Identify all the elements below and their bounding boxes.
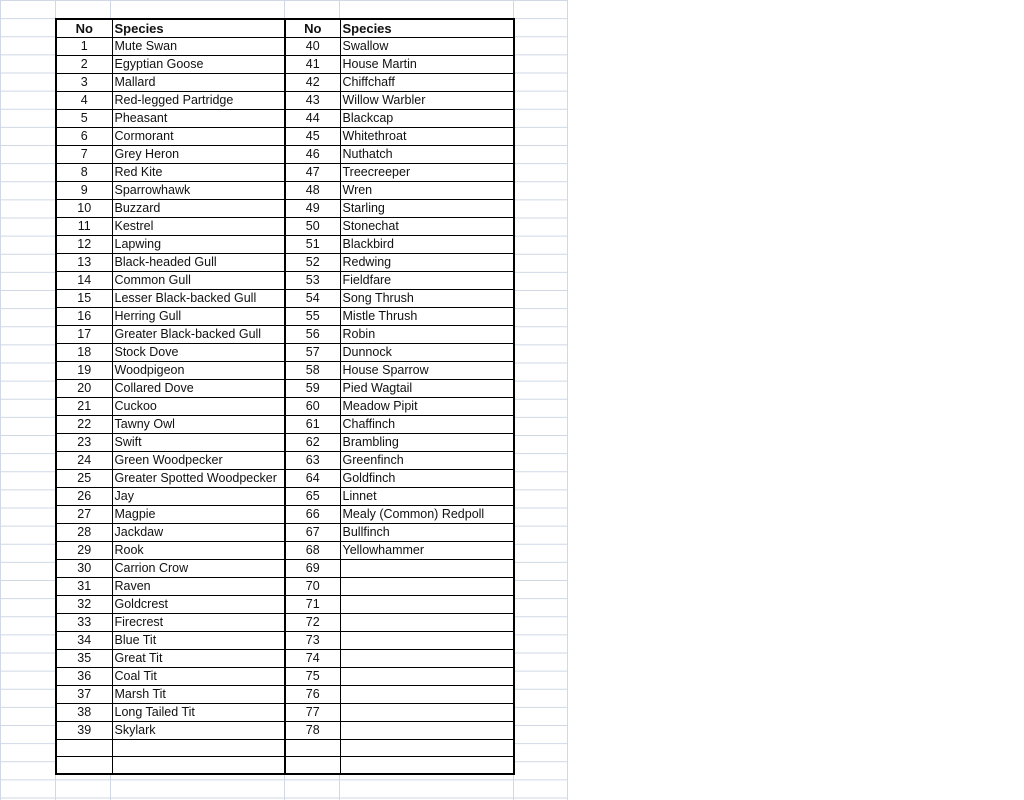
species-number-cell[interactable]: 2 [56, 56, 112, 74]
species-name-cell[interactable]: Raven [112, 578, 285, 596]
species-name-cell[interactable]: Rook [112, 542, 285, 560]
species-name-cell[interactable]: Coal Tit [112, 668, 285, 686]
species-name-cell[interactable]: Blue Tit [112, 632, 285, 650]
species-number-cell[interactable]: 47 [285, 164, 340, 182]
species-name-cell[interactable]: Pied Wagtail [340, 380, 514, 398]
table-row [56, 704, 514, 722]
species-name-cell[interactable]: Whitethroat [340, 128, 514, 146]
species-number-cell[interactable]: 76 [285, 686, 340, 704]
species-name-cell[interactable]: Goldfinch [340, 470, 514, 488]
species-name-cell[interactable]: Mistle Thrush [340, 308, 514, 326]
species-name-cell[interactable] [112, 740, 285, 757]
species-name-cell[interactable]: Red-legged Partridge [112, 92, 285, 110]
species-name-cell[interactable]: Lesser Black-backed Gull [112, 290, 285, 308]
table-row [56, 254, 514, 272]
species-name-cell[interactable] [340, 578, 514, 596]
table-row [56, 632, 514, 650]
table-row [56, 290, 514, 308]
table-row [56, 56, 514, 74]
species-name-cell[interactable]: Meadow Pipit [340, 398, 514, 416]
species-number-cell[interactable]: 25 [56, 470, 112, 488]
species-name-cell[interactable]: Jackdaw [112, 524, 285, 542]
table-row [56, 416, 514, 434]
species-number-cell[interactable]: 21 [56, 398, 112, 416]
species-number-cell[interactable]: 20 [56, 380, 112, 398]
table-row [56, 344, 514, 362]
table-row [56, 506, 514, 524]
species-name-cell[interactable]: Swallow [340, 38, 514, 56]
table-row [56, 38, 514, 56]
species-name-cell[interactable]: Song Thrush [340, 290, 514, 308]
species-number-cell[interactable]: 59 [285, 380, 340, 398]
species-name-cell[interactable]: Grey Heron [112, 146, 285, 164]
species-name-cell[interactable]: Mallard [112, 74, 285, 92]
species-number-cell[interactable]: 43 [285, 92, 340, 110]
species-number-cell[interactable]: 15 [56, 290, 112, 308]
species-number-cell[interactable]: 51 [285, 236, 340, 254]
species-number-cell[interactable]: 40 [285, 38, 340, 56]
species-number-cell[interactable] [56, 757, 112, 774]
species-number-cell[interactable]: 19 [56, 362, 112, 380]
species-name-cell[interactable]: Mute Swan [112, 38, 285, 56]
species-number-cell[interactable]: 53 [285, 272, 340, 290]
table-row [56, 128, 514, 146]
table-row [56, 542, 514, 560]
species-name-cell[interactable]: Redwing [340, 254, 514, 272]
species-name-cell[interactable]: Greater Spotted Woodpecker [112, 470, 285, 488]
species-number-cell[interactable]: 63 [285, 452, 340, 470]
table-row [56, 110, 514, 128]
species-number-cell[interactable]: 34 [56, 632, 112, 650]
species-number-cell[interactable]: 50 [285, 218, 340, 236]
species-number-cell[interactable]: 12 [56, 236, 112, 254]
table-row [56, 488, 514, 506]
species-number-cell[interactable]: 30 [56, 560, 112, 578]
table-row [56, 434, 514, 452]
species-number-cell[interactable]: 11 [56, 218, 112, 236]
species-number-cell[interactable]: 42 [285, 74, 340, 92]
species-number-cell[interactable]: 13 [56, 254, 112, 272]
species-name-cell[interactable] [340, 704, 514, 722]
species-number-cell[interactable]: 46 [285, 146, 340, 164]
species-name-cell[interactable]: Linnet [340, 488, 514, 506]
header-no-left[interactable]: No [56, 19, 112, 38]
species-number-cell[interactable]: 36 [56, 668, 112, 686]
species-number-cell[interactable]: 39 [56, 722, 112, 740]
species-number-cell[interactable]: 29 [56, 542, 112, 560]
species-name-cell[interactable] [340, 686, 514, 704]
species-name-cell[interactable]: Swift [112, 434, 285, 452]
species-name-cell[interactable]: Marsh Tit [112, 686, 285, 704]
species-name-cell[interactable]: Fieldfare [340, 272, 514, 290]
species-name-cell[interactable] [340, 722, 514, 740]
species-number-cell[interactable] [285, 740, 340, 757]
table-row [56, 272, 514, 290]
table-row [56, 686, 514, 704]
table-body [56, 38, 514, 774]
species-number-cell[interactable]: 16 [56, 308, 112, 326]
species-name-cell[interactable] [112, 757, 285, 774]
species-name-cell[interactable]: Red Kite [112, 164, 285, 182]
species-number-cell[interactable]: 18 [56, 344, 112, 362]
table-row [56, 722, 514, 740]
species-name-cell[interactable]: Bullfinch [340, 524, 514, 542]
species-number-cell[interactable]: 65 [285, 488, 340, 506]
species-name-cell[interactable]: Lapwing [112, 236, 285, 254]
species-name-cell[interactable]: Greater Black-backed Gull [112, 326, 285, 344]
table-row [56, 596, 514, 614]
species-number-cell[interactable]: 7 [56, 146, 112, 164]
species-name-cell[interactable]: Skylark [112, 722, 285, 740]
table-row [56, 308, 514, 326]
table-row [56, 218, 514, 236]
table-row [56, 326, 514, 344]
species-name-cell[interactable]: Nuthatch [340, 146, 514, 164]
table-row [56, 164, 514, 182]
species-number-cell[interactable]: 60 [285, 398, 340, 416]
species-name-cell[interactable]: Starling [340, 200, 514, 218]
species-name-cell[interactable]: Herring Gull [112, 308, 285, 326]
species-number-cell[interactable]: 1 [56, 38, 112, 56]
species-name-cell[interactable]: Chiffchaff [340, 74, 514, 92]
species-name-cell[interactable]: Green Woodpecker [112, 452, 285, 470]
species-number-cell[interactable]: 35 [56, 650, 112, 668]
species-name-cell[interactable] [340, 757, 514, 774]
species-number-cell[interactable]: 37 [56, 686, 112, 704]
species-number-cell[interactable]: 17 [56, 326, 112, 344]
species-name-cell[interactable]: House Sparrow [340, 362, 514, 380]
species-name-cell[interactable]: Magpie [112, 506, 285, 524]
species-name-cell[interactable] [340, 668, 514, 686]
species-number-cell[interactable]: 41 [285, 56, 340, 74]
species-name-cell[interactable]: Kestrel [112, 218, 285, 236]
species-name-cell[interactable]: Stonechat [340, 218, 514, 236]
species-number-cell[interactable]: 32 [56, 596, 112, 614]
species-number-cell[interactable]: 49 [285, 200, 340, 218]
species-name-cell[interactable]: Firecrest [112, 614, 285, 632]
species-number-cell[interactable]: 33 [56, 614, 112, 632]
species-number-cell[interactable]: 27 [56, 506, 112, 524]
species-number-cell[interactable]: 70 [285, 578, 340, 596]
table-row [56, 560, 514, 578]
species-name-cell[interactable]: Brambling [340, 434, 514, 452]
table-row [56, 668, 514, 686]
species-number-cell[interactable]: 75 [285, 668, 340, 686]
species-number-cell[interactable] [56, 740, 112, 757]
species-name-cell[interactable]: Egyptian Goose [112, 56, 285, 74]
species-name-cell[interactable]: Buzzard [112, 200, 285, 218]
species-number-cell[interactable]: 22 [56, 416, 112, 434]
species-name-cell[interactable]: Collared Dove [112, 380, 285, 398]
species-number-cell[interactable]: 62 [285, 434, 340, 452]
species-number-cell[interactable]: 9 [56, 182, 112, 200]
species-number-cell[interactable]: 5 [56, 110, 112, 128]
species-number-cell[interactable]: 64 [285, 470, 340, 488]
table-row [56, 74, 514, 92]
header-species-left[interactable]: Species [112, 19, 285, 38]
species-number-cell[interactable]: 23 [56, 434, 112, 452]
species-name-cell[interactable]: Common Gull [112, 272, 285, 290]
species-number-cell[interactable]: 31 [56, 578, 112, 596]
table-row [56, 740, 514, 757]
table-row [56, 236, 514, 254]
species-number-cell[interactable]: 78 [285, 722, 340, 740]
species-name-cell[interactable]: Blackbird [340, 236, 514, 254]
species-name-cell[interactable]: Jay [112, 488, 285, 506]
species-name-cell[interactable]: Dunnock [340, 344, 514, 362]
species-name-cell[interactable]: Greenfinch [340, 452, 514, 470]
species-number-cell[interactable]: 55 [285, 308, 340, 326]
species-name-cell[interactable]: Carrion Crow [112, 560, 285, 578]
species-name-cell[interactable]: Cuckoo [112, 398, 285, 416]
species-number-cell[interactable]: 72 [285, 614, 340, 632]
species-number-cell[interactable]: 68 [285, 542, 340, 560]
species-number-cell[interactable]: 26 [56, 488, 112, 506]
species-name-cell[interactable] [340, 740, 514, 757]
species-number-cell[interactable]: 71 [285, 596, 340, 614]
species-name-cell[interactable]: Yellowhammer [340, 542, 514, 560]
header-row [56, 19, 514, 38]
species-number-cell[interactable]: 73 [285, 632, 340, 650]
species-number-cell[interactable]: 66 [285, 506, 340, 524]
species-name-cell[interactable]: Woodpigeon [112, 362, 285, 380]
table-row [56, 92, 514, 110]
species-name-cell[interactable]: Cormorant [112, 128, 285, 146]
species-number-cell[interactable]: 54 [285, 290, 340, 308]
grid-column-line [567, 0, 568, 800]
species-number-cell[interactable]: 74 [285, 650, 340, 668]
table-row [56, 146, 514, 164]
species-number-cell[interactable]: 3 [56, 74, 112, 92]
table-row [56, 650, 514, 668]
table-row [56, 757, 514, 774]
species-name-cell[interactable]: Stock Dove [112, 344, 285, 362]
species-number-cell[interactable]: 69 [285, 560, 340, 578]
species-name-cell[interactable]: Wren [340, 182, 514, 200]
species-name-cell[interactable]: Chaffinch [340, 416, 514, 434]
species-name-cell[interactable]: Treecreeper [340, 164, 514, 182]
species-name-cell[interactable]: Great Tit [112, 650, 285, 668]
species-name-cell[interactable]: Robin [340, 326, 514, 344]
species-number-cell[interactable] [285, 757, 340, 774]
table-row [56, 524, 514, 542]
table-row [56, 398, 514, 416]
species-name-cell[interactable]: Mealy (Common) Redpoll [340, 506, 514, 524]
species-number-cell[interactable]: 67 [285, 524, 340, 542]
species-number-cell[interactable]: 24 [56, 452, 112, 470]
species-name-cell[interactable] [340, 560, 514, 578]
species-name-cell[interactable]: Willow Warbler [340, 92, 514, 110]
table-row [56, 182, 514, 200]
species-number-cell[interactable]: 58 [285, 362, 340, 380]
species-table [55, 18, 515, 775]
species-name-cell[interactable]: Long Tailed Tit [112, 704, 285, 722]
species-name-cell[interactable]: Black-headed Gull [112, 254, 285, 272]
species-number-cell[interactable]: 57 [285, 344, 340, 362]
table-row [56, 362, 514, 380]
header-species-right[interactable]: Species [340, 19, 514, 38]
species-number-cell[interactable]: 38 [56, 704, 112, 722]
species-name-cell[interactable] [340, 596, 514, 614]
species-number-cell[interactable]: 56 [285, 326, 340, 344]
species-number-cell[interactable]: 6 [56, 128, 112, 146]
species-number-cell[interactable]: 14 [56, 272, 112, 290]
table-row [56, 470, 514, 488]
species-name-cell[interactable]: Goldcrest [112, 596, 285, 614]
species-number-cell[interactable]: 52 [285, 254, 340, 272]
species-number-cell[interactable]: 44 [285, 110, 340, 128]
species-name-cell[interactable]: House Martin [340, 56, 514, 74]
species-name-cell[interactable] [340, 632, 514, 650]
table-row [56, 380, 514, 398]
species-name-cell[interactable]: Pheasant [112, 110, 285, 128]
species-name-cell[interactable]: Blackcap [340, 110, 514, 128]
table-row [56, 200, 514, 218]
header-no-right[interactable]: No [285, 19, 340, 38]
table-row [56, 614, 514, 632]
species-number-cell[interactable]: 61 [285, 416, 340, 434]
species-number-cell[interactable]: 28 [56, 524, 112, 542]
table-row [56, 578, 514, 596]
species-number-cell[interactable]: 48 [285, 182, 340, 200]
species-number-cell[interactable]: 8 [56, 164, 112, 182]
species-number-cell[interactable]: 77 [285, 704, 340, 722]
species-number-cell[interactable]: 45 [285, 128, 340, 146]
species-name-cell[interactable]: Tawny Owl [112, 416, 285, 434]
species-number-cell[interactable]: 10 [56, 200, 112, 218]
species-name-cell[interactable] [340, 614, 514, 632]
species-number-cell[interactable]: 4 [56, 92, 112, 110]
species-name-cell[interactable]: Sparrowhawk [112, 182, 285, 200]
table-row [56, 452, 514, 470]
species-name-cell[interactable] [340, 650, 514, 668]
